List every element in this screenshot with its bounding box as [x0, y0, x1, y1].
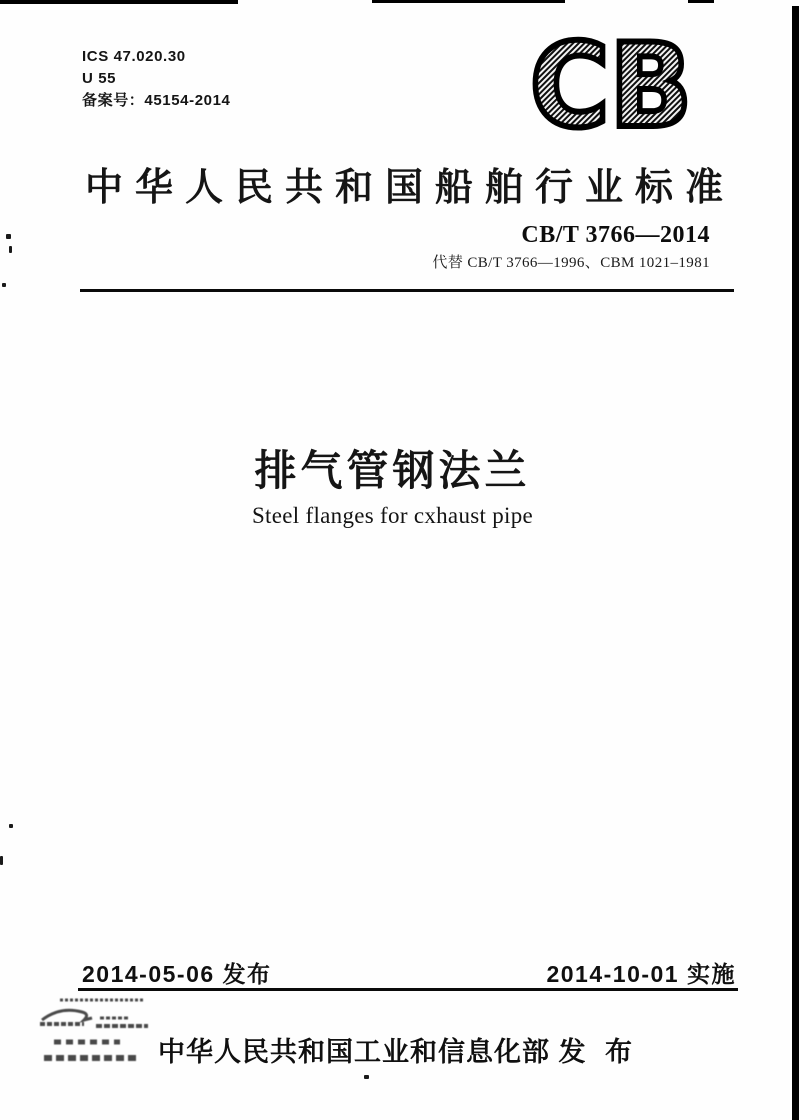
cb-logo-icon	[528, 36, 700, 136]
publish-label: 发 布	[558, 1037, 638, 1067]
scan-artifact-top-right	[688, 0, 714, 3]
stamp-icon	[32, 996, 172, 1068]
document-title-en: Steel flanges for cxhaust pipe	[251, 503, 534, 528]
publisher-row	[158, 1030, 638, 1069]
classification-block	[82, 46, 230, 112]
scan-speck	[2, 283, 6, 287]
implementation-date: 2014-10-01 实施	[546, 961, 736, 987]
date-row	[82, 956, 736, 989]
scan-artifact-top-left	[0, 0, 238, 4]
footer-rule	[78, 988, 738, 991]
record-number: 备案号：45154-2014	[82, 92, 231, 109]
scan-speck	[9, 246, 12, 253]
scan-speck	[364, 1075, 369, 1079]
issue-date: 2014-05-06 发布	[82, 961, 272, 987]
ics-code: ICS 47.020.30	[82, 48, 186, 65]
document-title-cn: 排气管钢法兰	[254, 447, 531, 494]
standard-number: CB/T 3766—2014	[521, 222, 710, 248]
scan-artifact-right-strip	[792, 6, 799, 1120]
standard-series-title: 中华人民共和国船舶行业标准	[85, 167, 736, 209]
cb-logo-text: CB	[530, 36, 692, 136]
scan-speck	[9, 824, 13, 828]
doc-class-code: U 55	[82, 70, 117, 87]
cb-logo	[528, 36, 700, 136]
scan-speck	[0, 856, 3, 865]
publisher-name: 中华人民共和国工业和信息化部	[158, 1037, 550, 1067]
stamp-mark	[32, 996, 172, 1068]
scan-artifact-top-mid	[372, 0, 565, 3]
header-rule	[80, 289, 734, 292]
scan-speck	[6, 234, 11, 239]
replaces-note: 代替 CB/T 3766—1996、CBM 1021–1981	[432, 255, 710, 271]
